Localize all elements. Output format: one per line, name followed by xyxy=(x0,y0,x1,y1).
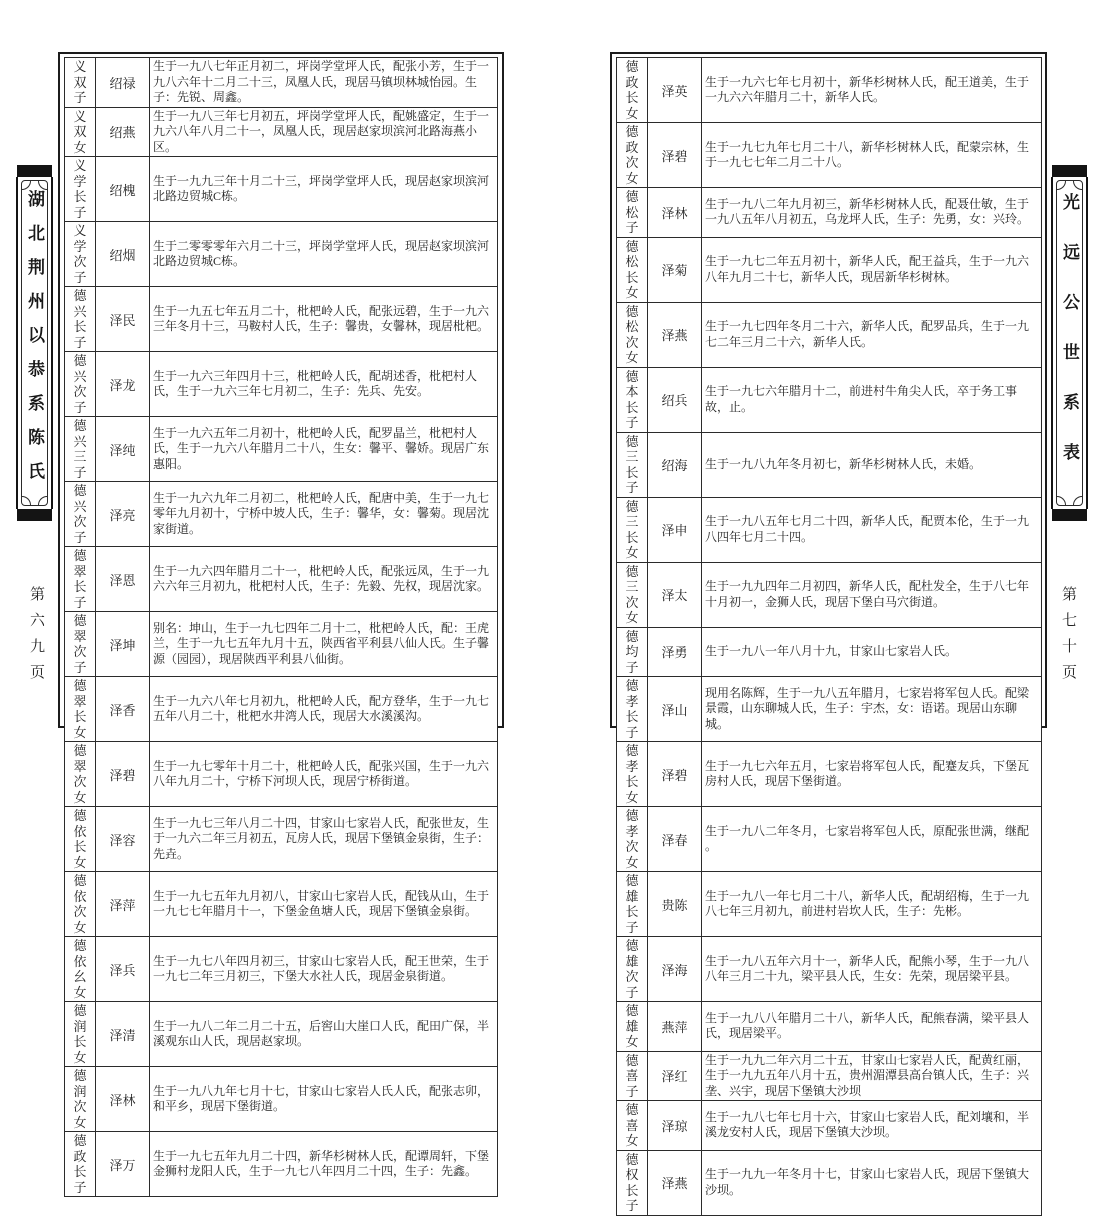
description-cell: 生于一九七五年九月二十四，新华杉树林人氏，配谭周轩，下堡金狮村龙阳人氏，生于一九七八年四月二十四，生子：先鑫。 xyxy=(150,1132,498,1197)
name-cell: 绍禄 xyxy=(96,58,150,108)
relationship-cell: 德孝次女 xyxy=(617,807,648,872)
genealogy-row xyxy=(65,417,498,482)
relationship-cell: 德兴次子 xyxy=(65,482,96,547)
description-cell: 生于一九六八年七月初九，枇杷岭人氏，配方登华，生于一九七五年八月二十，枇杷水井湾人氏，现居大水溪溪沟。 xyxy=(150,677,498,742)
genealogy-row xyxy=(617,237,1042,302)
right-page xyxy=(610,52,1066,1213)
relationship-cell: 德政长子 xyxy=(65,1132,96,1197)
genealogy-row xyxy=(65,287,498,352)
description-cell: 生于一九八一年八月十九，甘家山七家岩人氏。 xyxy=(702,627,1042,677)
description-cell: 生于一九八二年冬月，七家岩将军包人氏，原配张世满，继配 。 xyxy=(702,807,1042,872)
description-cell: 生于一九七九年七月二十八，新华杉树林人氏，配蒙宗林，生于一九七七年二月二十八。 xyxy=(702,123,1042,188)
left-page-number: 第六九页 xyxy=(28,586,44,690)
genealogy-row xyxy=(65,547,498,612)
name-cell: 燕萍 xyxy=(648,1002,702,1052)
description-cell: 生于一九七三年八月二十四，甘家山七家岩人氏，配张世友，生于一九六二年三月初五，瓦房人氏，现居下堡镇金泉街，生子：先垚。 xyxy=(150,807,498,872)
description-cell: 生于一九八八年腊月二十八，新华人氏，配熊春满，梁平县人氏，现居梁平。 xyxy=(702,1002,1042,1052)
description-cell: 生于一九八三年七月初五，坪岗学堂坪人氏，配姚盛定，生于一九六八年八月二十一，凤凰人氏，现居赵家坝滨河北路海燕小区。 xyxy=(150,107,498,157)
name-cell: 泽林 xyxy=(648,188,702,238)
description-cell: 生于一九八九年七月十七，甘家山七家岩人氏人氏，配张志卯，和平乡，现居下堡街道。 xyxy=(150,1067,498,1132)
description-cell: 生于一九六七年七月初十，新华杉树林人氏，配王道美，生于一九六六年腊月二十，新华人氏。 xyxy=(702,58,1042,123)
description-cell: 生于一九六三年四月十三，枇杷岭人氏，配胡述香，枇杷村人氏，生于一九六三年七月初二，生子：先兵、先安。 xyxy=(150,352,498,417)
name-cell: 泽碧 xyxy=(96,742,150,807)
name-cell: 泽亮 xyxy=(96,482,150,547)
name-cell: 泽香 xyxy=(96,677,150,742)
genealogy-row xyxy=(617,1002,1042,1052)
genealogy-row xyxy=(617,432,1042,497)
relationship-cell: 德本长子 xyxy=(617,367,648,432)
banner-frame xyxy=(1051,177,1088,509)
name-cell: 绍兵 xyxy=(648,367,702,432)
description-cell: 生于一九八一年七月二十八，新华人氏，配胡绍梅，生于一九八七年三月初九，前进村岩坎人氏，生子：先彬。 xyxy=(702,872,1042,937)
name-cell: 贵陈 xyxy=(648,872,702,937)
banner-bottom-cap xyxy=(17,509,52,521)
genealogy-row xyxy=(65,157,498,222)
relationship-cell: 德松子 xyxy=(617,188,648,238)
name-cell: 泽海 xyxy=(648,937,702,1002)
relationship-cell: 德依长女 xyxy=(65,807,96,872)
genealogy-row xyxy=(617,367,1042,432)
description-cell: 生于一九七八年四月初三，甘家山七家岩人氏，配王世荣，生于一九七二年三月初三，下堡大水社人氏，现居金泉街道。 xyxy=(150,937,498,1002)
relationship-cell: 德三长女 xyxy=(617,497,648,562)
genealogy-row xyxy=(617,627,1042,677)
relationship-cell: 德均子 xyxy=(617,627,648,677)
relationship-cell: 德润次女 xyxy=(65,1067,96,1132)
right-banner-title: 光远公世系表 xyxy=(1060,193,1079,493)
genealogy-row xyxy=(65,937,498,1002)
relationship-cell: 德政次女 xyxy=(617,123,648,188)
relationship-cell: 德权长子 xyxy=(617,1150,648,1215)
name-cell: 泽燕 xyxy=(648,302,702,367)
right-volume-banner xyxy=(1051,165,1088,521)
relationship-cell: 德三长子 xyxy=(617,432,648,497)
genealogy-row xyxy=(617,123,1042,188)
genealogy-row xyxy=(617,562,1042,627)
name-cell: 泽恩 xyxy=(96,547,150,612)
relationship-cell: 德兴三子 xyxy=(65,417,96,482)
relationship-cell: 德松长女 xyxy=(617,237,648,302)
genealogy-row xyxy=(65,1002,498,1067)
description-cell: 生于一九六九年二月初二，枇杷岭人氏，配唐中美，生于一九七零年九月初十，宁桥中坡人氏，生子：馨华，女：馨菊。现居沈家街道。 xyxy=(150,482,498,547)
description-cell: 生于一九六四年腊月二十一，枇杷岭人氏，配张远凤，生于一九六六年三月初九，枇杷村人氏，生子：先毅、先权，现居沈家。 xyxy=(150,547,498,612)
genealogy-row xyxy=(617,188,1042,238)
banner-bottom-cap xyxy=(1052,509,1087,521)
genealogy-row xyxy=(65,222,498,287)
name-cell: 泽菊 xyxy=(648,237,702,302)
description-cell: 生于一九九二年六月二十五，甘家山七家岩人氏，配黄红丽，生于一九九五年八月十五，贵州湄潭县高台镇人氏，生子：兴垄、兴宇，现居下堡镇大沙坝 xyxy=(702,1051,1042,1101)
genealogy-row xyxy=(65,1067,498,1132)
genealogy-row xyxy=(617,937,1042,1002)
banner-top-cap xyxy=(17,165,52,177)
relationship-cell: 德润长女 xyxy=(65,1002,96,1067)
genealogy-row xyxy=(65,807,498,872)
relationship-cell: 义学次子 xyxy=(65,222,96,287)
genealogy-row xyxy=(65,742,498,807)
name-cell: 绍槐 xyxy=(96,157,150,222)
relationship-cell: 德松次女 xyxy=(617,302,648,367)
relationship-cell: 德政长女 xyxy=(617,58,648,123)
genealogy-row xyxy=(65,58,498,108)
relationship-cell: 德喜女 xyxy=(617,1101,648,1151)
description-cell: 生于一九八七年七月十六，甘家山七家岩人氏，配刘壤和，半溪龙安村人氏，现居下堡镇大沙坝。 xyxy=(702,1101,1042,1151)
genealogy-row xyxy=(617,872,1042,937)
description-cell: 生于一九七五年九月初八，甘家山七家岩人氏，配钱从山，生于一九七七年腊月十一，下堡金鱼塘人氏，现居下堡镇金泉街。 xyxy=(150,872,498,937)
name-cell: 泽民 xyxy=(96,287,150,352)
name-cell: 泽太 xyxy=(648,562,702,627)
name-cell: 泽坤 xyxy=(96,612,150,677)
relationship-cell: 德依次女 xyxy=(65,872,96,937)
relationship-cell: 义学长子 xyxy=(65,157,96,222)
relationship-cell: 义双女 xyxy=(65,107,96,157)
description-cell: 生于一九九一年冬月十七，甘家山七家岩人氏，现居下堡镇大沙坝。 xyxy=(702,1150,1042,1215)
genealogy-row xyxy=(65,482,498,547)
description-cell: 生于一九八七年正月初二，坪岗学堂坪人氏，配张小芳，生于一九八六年十二月二十三，凤凰人氏，现居马镇坝林城怡园。生子：先锐、周鑫。 xyxy=(150,58,498,108)
genealogy-row xyxy=(617,807,1042,872)
genealogy-row xyxy=(65,677,498,742)
description-cell: 现用名陈辉，生于一九八五年腊月，七家岩将军包人氏。配梁景霞，山东聊城人氏，生子：宇杰，女：语诺。现居山东聊城。 xyxy=(702,677,1042,742)
relationship-cell: 义双子 xyxy=(65,58,96,108)
description-cell: 生于一九五七年五月二十，枇杷岭人氏，配张远碧，生于一九六三年冬月十三，马鞍村人氏，生子：馨贵，女馨林，现居枇杷。 xyxy=(150,287,498,352)
name-cell: 绍烟 xyxy=(96,222,150,287)
relationship-cell: 德喜子 xyxy=(617,1051,648,1101)
name-cell: 泽龙 xyxy=(96,352,150,417)
right-genealogy-table xyxy=(616,57,1066,1216)
description-cell: 生于一九八九年冬月初七，新华杉树林人氏，未婚。 xyxy=(702,432,1042,497)
description-cell: 生于一九七六年五月，七家岩将军包人氏，配蹇友兵，下堡瓦房村人氏，现居下堡街道。 xyxy=(702,742,1042,807)
relationship-cell: 德兴长子 xyxy=(65,287,96,352)
description-cell: 生于一九九四年二月初四，新华人氏，配杜发全，生于八七年十月初一，金狮人氏，现居下堡白马穴街道。 xyxy=(702,562,1042,627)
name-cell: 泽碧 xyxy=(648,742,702,807)
genealogy-row xyxy=(617,677,1042,742)
name-cell: 泽碧 xyxy=(648,123,702,188)
genealogy-row xyxy=(65,1132,498,1197)
name-cell: 绍海 xyxy=(648,432,702,497)
description-cell: 生于二零零零年六月二十三，坪岗学堂坪人氏，现居赵家坝滨河北路边贸城C栋。 xyxy=(150,222,498,287)
right-page-number: 第七十页 xyxy=(1060,586,1076,690)
banner-top-cap xyxy=(1052,165,1087,177)
genealogy-row xyxy=(65,872,498,937)
description-cell: 生于一九七四年冬月二十六，新华人氏，配罗品兵，生于一九七二年三月二十六，新华人氏。 xyxy=(702,302,1042,367)
genealogy-row xyxy=(65,107,498,157)
name-cell: 泽燕 xyxy=(648,1150,702,1215)
genealogy-row xyxy=(65,612,498,677)
name-cell: 泽春 xyxy=(648,807,702,872)
genealogy-row xyxy=(617,497,1042,562)
relationship-cell: 德孝长女 xyxy=(617,742,648,807)
banner-frame xyxy=(16,177,53,509)
relationship-cell: 德依幺女 xyxy=(65,937,96,1002)
relationship-cell: 德翠长女 xyxy=(65,677,96,742)
left-genealogy-table xyxy=(64,57,498,1197)
genealogy-row xyxy=(617,742,1042,807)
description-cell: 别名：坤山，生于一九七四年二月十二，枇杷岭人氏，配：王虎兰，生于一九七五年九月十五，陕西省平利县八仙人氏。生子馨源（园园），现居陕西平利县八仙街。 xyxy=(150,612,498,677)
name-cell: 绍燕 xyxy=(96,107,150,157)
genealogy-row xyxy=(617,302,1042,367)
relationship-cell: 德三次女 xyxy=(617,562,648,627)
relationship-cell: 德翠次女 xyxy=(65,742,96,807)
genealogy-row xyxy=(617,1101,1042,1151)
name-cell: 泽英 xyxy=(648,58,702,123)
description-cell: 生于一九六五年二月初十，枇杷岭人氏，配罗晶兰，枇杷村人氏，生于一九六八年腊月二十八，生女：馨平、馨娇。现居广东惠阳。 xyxy=(150,417,498,482)
relationship-cell: 德雄次子 xyxy=(617,937,648,1002)
name-cell: 泽萍 xyxy=(96,872,150,937)
relationship-cell: 德翠长子 xyxy=(65,547,96,612)
relationship-cell: 德雄女 xyxy=(617,1002,648,1052)
relationship-cell: 德雄长子 xyxy=(617,872,648,937)
relationship-cell: 德孝长子 xyxy=(617,677,648,742)
name-cell: 泽纯 xyxy=(96,417,150,482)
description-cell: 生于一九九三年十月二十三，坪岗学堂坪人氏，现居赵家坝滨河北路边贸城C栋。 xyxy=(150,157,498,222)
name-cell: 泽山 xyxy=(648,677,702,742)
name-cell: 泽红 xyxy=(648,1051,702,1101)
description-cell: 生于一九八五年七月二十四，新华人氏，配贾本伦，生于一九八四年七月二十四。 xyxy=(702,497,1042,562)
left-banner-title: 湖北荆州以恭系陈氏 xyxy=(25,190,44,496)
name-cell: 泽申 xyxy=(648,497,702,562)
description-cell: 生于一九七二年五月初十，新华人氏，配王益兵，生于一九六八年九月二十七，新华人氏，现居新华杉树林。 xyxy=(702,237,1042,302)
name-cell: 泽琼 xyxy=(648,1101,702,1151)
description-cell: 生于一九七六年腊月十二，前进村牛角尖人氏，卒于务工事故，止。 xyxy=(702,367,1042,432)
genealogy-row xyxy=(617,1051,1042,1101)
description-cell: 生于一九八二年九月初三，新华杉树林人氏，配聂仕敏，生于一九八五年八月初五，乌龙坪人氏，生子：先勇，女：兴玲。 xyxy=(702,188,1042,238)
description-cell: 生于一九八五年六月十一，新华人氏，配熊小琴，生于一九八八年三月二十九，梁平县人氏，生女：先荣，现居梁平县。 xyxy=(702,937,1042,1002)
name-cell: 泽勇 xyxy=(648,627,702,677)
description-cell: 生于一九七零年十月二十，枇杷岭人氏，配张兴国，生于一九六八年九月二十，宁桥下河坝人氏，现居宁桥街道。 xyxy=(150,742,498,807)
name-cell: 泽清 xyxy=(96,1002,150,1067)
name-cell: 泽万 xyxy=(96,1132,150,1197)
relationship-cell: 德兴次子 xyxy=(65,352,96,417)
name-cell: 泽兵 xyxy=(96,937,150,1002)
genealogy-row xyxy=(617,1150,1042,1215)
relationship-cell: 德翠次子 xyxy=(65,612,96,677)
description-cell: 生于一九八二年二月二十五，后窖山大崖口人氏，配田广保，半溪观东山人氏，现居赵家坝。 xyxy=(150,1002,498,1067)
name-cell: 泽容 xyxy=(96,807,150,872)
left-volume-banner xyxy=(16,165,53,521)
left-page xyxy=(58,52,504,1195)
name-cell: 泽林 xyxy=(96,1067,150,1132)
genealogy-row xyxy=(65,352,498,417)
genealogy-row xyxy=(617,58,1042,123)
